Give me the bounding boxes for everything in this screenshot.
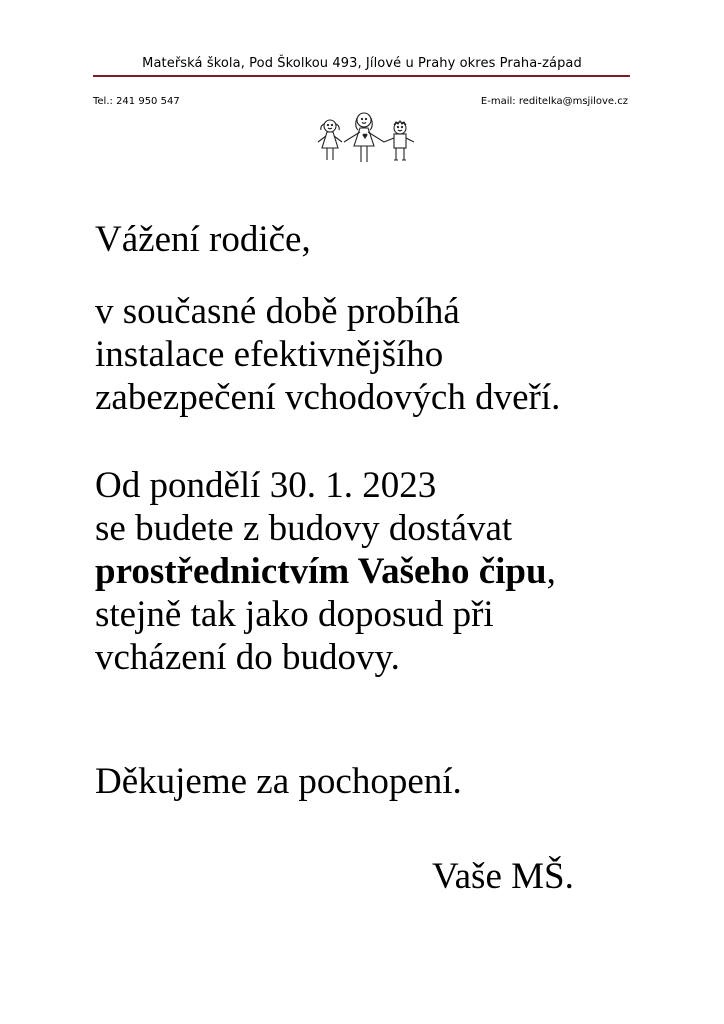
header-email: E-mail: reditelka@msjilove.cz <box>480 96 628 107</box>
paragraph-installation <box>95 290 560 419</box>
thanks-line: Děkujeme za pochopení. <box>95 761 462 802</box>
paragraph-line: instalace efektivnějšího <box>95 334 444 375</box>
children-drawing-icon <box>312 110 422 168</box>
chip-emphasis: prostřednictvím Vašeho čipu <box>95 551 547 592</box>
paragraph-line: zabezpečení vchodových dveří. <box>95 377 561 418</box>
header-phone: Tel.: 241 950 547 <box>93 96 180 107</box>
paragraph-line: Od pondělí 30. 1. 2023 <box>95 465 437 506</box>
greeting: Vážení rodiče, <box>95 219 311 260</box>
header-divider <box>93 75 630 77</box>
header-organization: Mateřská škola, Pod Školkou 493, Jílové u Prahy okres Praha-západ <box>142 56 582 71</box>
woman-figure <box>344 113 384 162</box>
signature: Vaše MŠ. <box>432 856 574 897</box>
girl-figure <box>318 120 342 160</box>
paragraph-line: vcházení do budovy. <box>95 637 400 678</box>
paragraph-line: v současné době probíhá <box>95 291 460 332</box>
paragraph-chip-access <box>95 464 556 679</box>
paragraph-line: se budete z budovy dostávat <box>95 508 513 549</box>
paragraph-line: stejně tak jako doposud při <box>95 594 494 635</box>
boy-figure <box>384 121 414 160</box>
paragraph-line <box>95 550 556 593</box>
chip-emphasis-punctuation: , <box>546 551 556 592</box>
